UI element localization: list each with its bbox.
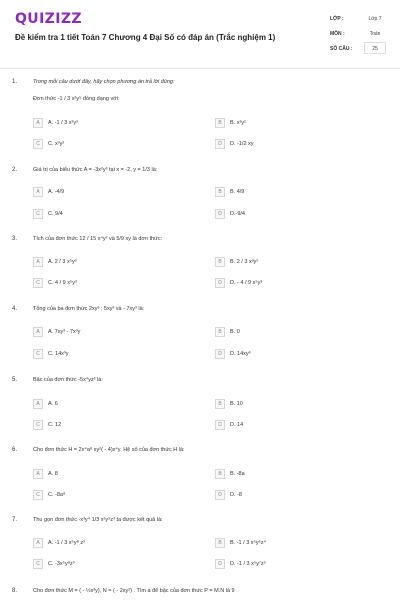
- option-text: A. 7xy³ - 7x³y: [48, 329, 81, 335]
- option-letter: D: [215, 278, 225, 288]
- question-text: Bậc của đơn thức -5x⁴yz² là:: [33, 377, 103, 383]
- meta-grade-label: LỚP :: [330, 16, 344, 22]
- header: [0, 0, 400, 62]
- meta-count-value: 25: [372, 46, 378, 52]
- option-text: D. - 4 / 9 x⁵y³: [230, 280, 263, 286]
- option-letter: A: [33, 118, 43, 128]
- option-text: B. -1 / 3 x⁵y⁶z⁴: [230, 540, 266, 546]
- option-letter: A: [33, 469, 43, 479]
- question-number: 3.: [12, 236, 18, 242]
- option-letter: B: [215, 257, 225, 267]
- option-letter: C: [33, 559, 43, 569]
- option-letter: C: [33, 278, 43, 288]
- option-letter: C: [33, 490, 43, 500]
- quizizz-logo: QUIZIZZ: [15, 11, 82, 27]
- option-letter: D: [215, 420, 225, 430]
- option-letter: C: [33, 420, 43, 430]
- option-letter: D: [215, 349, 225, 359]
- option-letter: B: [215, 538, 225, 548]
- option-text: C. 9/4: [48, 211, 63, 217]
- option-text: D. 14: [230, 422, 244, 428]
- option-text: D. -1/2 xy: [230, 141, 254, 147]
- option-letter: C: [33, 209, 43, 219]
- option-text: B. 4/9: [230, 189, 245, 195]
- question-text: Giá trị của biểu thức A = -3x²y³ tại x = -2, y = 1/3 là:: [33, 167, 158, 173]
- option-letter: A: [33, 399, 43, 409]
- meta-count-label: SỐ CÂU :: [330, 46, 353, 52]
- option-text: C. -8a⁸: [48, 492, 66, 498]
- meta-subject-value: Toán: [369, 31, 381, 37]
- meta-grade-value: Lớp 7: [368, 16, 382, 22]
- question-text: Cho đơn thức M = ( - ½x³y), N = ( - 2xy²) . Tìm a để bậc của đơn thức P = M.N là 9: [33, 588, 235, 594]
- option-text: D.-9/4: [230, 211, 245, 217]
- option-text: C. 4 / 9 x⁵y³: [48, 280, 77, 286]
- option-text: D. -8: [230, 492, 242, 498]
- question-text: Tích của đơn thức 12 / 15 x⁴y² và 5/9 xy là đơn thức:: [33, 236, 163, 242]
- meta-grade: [330, 13, 386, 26]
- page-title: Đề kiểm tra 1 tiết Toán 7 Chương 4 Đại Số có đáp án (Trắc nghiệm 1): [15, 33, 276, 42]
- option-text: B. x³y²: [230, 120, 246, 126]
- option-letter: B: [215, 327, 225, 337]
- question-text: Cho đơn thức H = 2x⁴a⁸ xy²( - 4)x⁴y. Hệ số của đơn thức H là:: [33, 447, 185, 453]
- option-text: C. -3x⁵y⁸z³: [48, 561, 75, 567]
- option-letter: D: [215, 209, 225, 219]
- question-text: Trong mỗi câu dưới đây, hãy chọn phương án trả lời đúng:: [33, 79, 175, 85]
- meta-count: [330, 43, 386, 56]
- question-number: 8.: [12, 588, 18, 594]
- option-letter: A: [33, 327, 43, 337]
- option-text: A. -1 / 3 x²y³: [48, 120, 78, 126]
- option-text: C. x³y²: [48, 141, 65, 147]
- option-text: B. 0: [230, 329, 240, 335]
- option-text: C. 12: [48, 422, 62, 428]
- option-letter: B: [215, 118, 225, 128]
- question-subtext: Đơn thức -1 / 3 x²y⁵ đồng dạng với:: [33, 96, 120, 102]
- question-number: 5.: [12, 377, 18, 383]
- question-number: 7.: [12, 517, 18, 523]
- option-text: C. 14x³y: [48, 351, 69, 357]
- meta-subject-label: MÔN :: [330, 31, 345, 37]
- option-letter: D: [215, 490, 225, 500]
- question-number: 2.: [12, 167, 18, 173]
- option-text: B. -8a: [230, 471, 245, 477]
- option-text: A. 6: [48, 401, 58, 407]
- option-letter: C: [33, 349, 43, 359]
- option-letter: C: [33, 139, 43, 149]
- option-letter: A: [33, 257, 43, 267]
- option-text: A. -4/9: [48, 189, 65, 195]
- option-text: A. 2 / 3 x⁵y³: [48, 259, 77, 265]
- question-number: 1.: [12, 79, 18, 85]
- option-text: B. 2 / 3 x³y⁵: [230, 259, 259, 265]
- header-divider: [0, 68, 400, 69]
- option-letter: B: [215, 399, 225, 409]
- option-letter: A: [33, 187, 43, 197]
- question-text: Thu gọn đơn thức -x³y⁴ 1/3 x²y⁵z³ ta được kết quả là:: [33, 517, 163, 523]
- option-text: A. 8: [48, 471, 58, 477]
- question-number: 4.: [12, 306, 18, 312]
- option-letter: D: [215, 559, 225, 569]
- meta-subject: [330, 28, 386, 41]
- option-letter: B: [215, 187, 225, 197]
- option-letter: D: [215, 139, 225, 149]
- option-text: A. -1 / 3 x⁵y⁸ z³: [48, 540, 85, 546]
- option-letter: A: [33, 538, 43, 548]
- option-text: B. 10: [230, 401, 243, 407]
- option-text: D. -1 / 3 x⁵y⁷z³: [230, 561, 266, 567]
- option-text: D. 14xy³: [230, 351, 251, 357]
- question-text: Tổng của ba đơn thức 2xy³ ; 5xy³ và - 7xy³ là:: [33, 306, 145, 312]
- option-letter: B: [215, 469, 225, 479]
- question-number: 6.: [12, 447, 18, 453]
